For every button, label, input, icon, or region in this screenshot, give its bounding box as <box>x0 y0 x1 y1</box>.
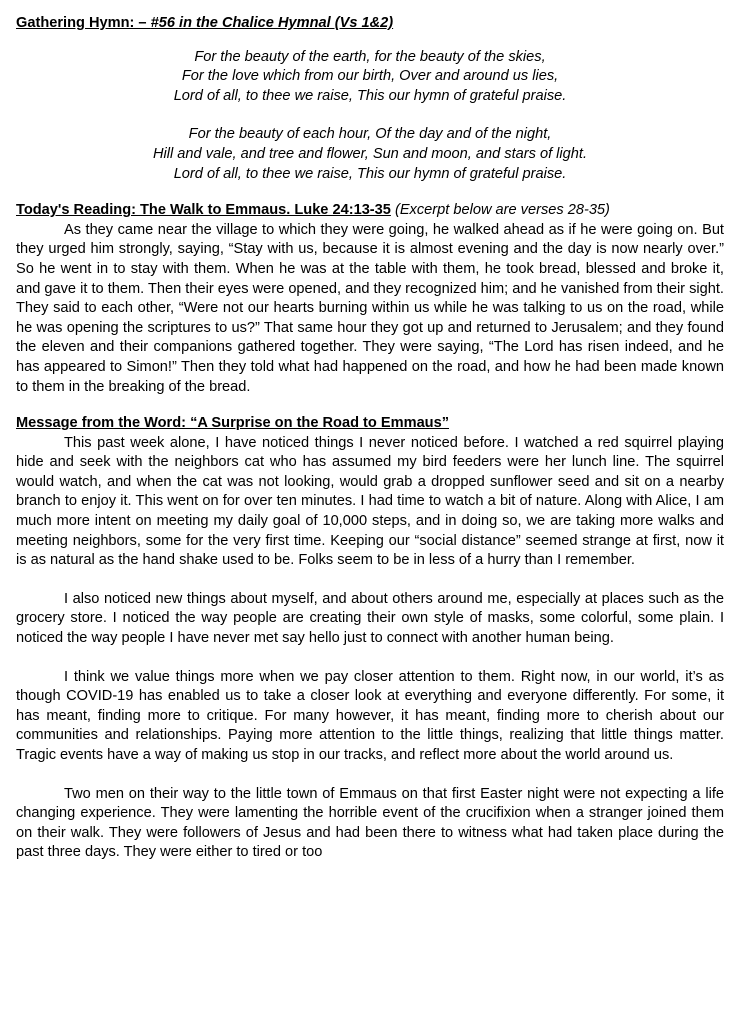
hymn-heading-label: Gathering Hymn: – <box>16 15 151 31</box>
message-heading-title: Message from the Word: “A Surprise on the Road to Emmaus” <box>16 415 450 432</box>
message-heading <box>16 414 724 434</box>
bulletin-page <box>16 14 724 863</box>
message-paragraph: This past week alone, I have noticed things I never noticed before. I watched a red squirrel playing hide and seek with the neighbors cat who has assumed my bird feeders were her lunch line. The squirrel would watch, and when the cat was not looking, would grab a dropped sunflower seed and sit on a nearby branch to enjoy it. This went on for over ten minutes. I had time to watch a bit of nature. Along with Alice, I am much more intent on meeting my daily goal of 10,000 steps, and in doing so, we are taking more walks and meeting neighbors, some for the very first time. Keeping our “social distance” seemed strange at first, now it is as natural as the hand shake used to be. Folks seem to be in less of a hurry than I remember. <box>16 434 724 569</box>
hymn-line: For the love which from our birth, Over and around us lies, <box>181 68 559 85</box>
message-paragraph: I think we value things more when we pay closer attention to them. Right now, in our world, it’s as though COVID-19 has enabled us to take a closer look at everything and everyone differently. For some, it has meant, finding more to critique. For many however, it has meant, finding more to cherish about our communities and relationships. Paying more attention to the little things, realizing that little things matter. Tragic events have a way of making us stop in our tracks, and reflect more about the world around us. <box>16 668 724 763</box>
reading-heading <box>16 201 724 221</box>
reading-heading-title: Today's Reading: The Walk to Emmaus. Luke 24:13-35 <box>16 202 391 219</box>
message-paragraph: Two men on their way to the little town of Emmaus on that first Easter night were not expecting a life changing experience. They were lamenting the horrible event of the crucifixion when a stranger joined them on their walk. They were followers of Jesus and had been there to witness what had taken place during the past three days. They were either to tired or too <box>16 785 724 861</box>
hymn-lyrics <box>16 48 724 185</box>
hymn-stanza-1 <box>16 48 724 107</box>
hymn-stanza-2 <box>16 125 724 184</box>
hymn-line: Lord of all, to thee we raise, This our hymn of grateful praise. <box>173 87 567 104</box>
message-section <box>16 414 724 863</box>
reading-heading-note: (Excerpt below are verses 28-35) <box>390 202 610 219</box>
hymn-line: For the beauty of each hour, Of the day and of the night, <box>188 126 552 143</box>
hymn-line: Lord of all, to thee we raise, This our hymn of grateful praise. <box>173 165 567 182</box>
hymn-line: For the beauty of the earth, for the beauty of the skies, <box>194 48 546 65</box>
hymn-line: Hill and vale, and tree and flower, Sun and moon, and stars of light. <box>152 145 588 162</box>
reading-section <box>16 201 724 397</box>
hymn-section <box>16 14 724 184</box>
hymn-heading-reference: #56 in the Chalice Hymnal (Vs 1&2) <box>150 15 394 31</box>
reading-text: As they came near the village to which they were going, he walked ahead as if he were going on. But they urged him strongly, saying, “Stay with us, because it is almost evening and the day is now nearly over.” So he went in to stay with them. When he was at the table with them, he took bread, blessed and broke it, and gave it to them. Then their eyes were opened, and they recognized him; and he vanished from their sight. They said to each other, “Were not our hearts burning within us while he was talking to us on the road, while he was opening the scriptures to us?” That same hour they got up and returned to Jerusalem; and they found the eleven and their companions gathered together. They were saying, “The Lord has risen indeed, and he has appeared to Simon!” Then they told what had happened on the road, and how he had been made known to them in the breaking of the bread. <box>16 221 724 395</box>
hymn-heading <box>16 14 724 34</box>
message-paragraph: I also noticed new things about myself, and about others around me, especially at places such as the grocery store. I noticed the way people are creating their own style of masks, some colorful, some plain. I noticed the way people I have never met say hello just to connect with another human being. <box>16 590 724 647</box>
